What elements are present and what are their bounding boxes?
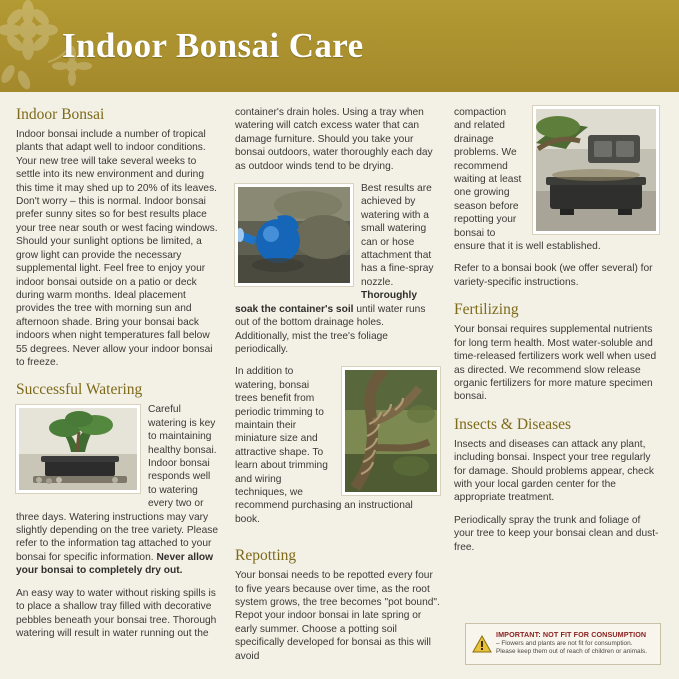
column-middle [235, 106, 440, 672]
text-repotting-continued-1: compaction and related drainage problems. We recommend waiting at least one growing season before repotting your bonsai to ensure that it is well established. [454, 107, 601, 253]
bonsai-in-tray-photo [16, 405, 140, 493]
text-repotting-continued-2: Refer to a bonsai book (we offer several) for variety-specific instructions. [454, 263, 653, 288]
text-watering-continued-1: container's drain holes. Using a tray when watering will catch excess water that can damage furniture. Should you take your bonsai outdoors, water thoroughly each day as outdoor winds tend to be drying. [235, 107, 433, 172]
text-watering-body: Careful watering is key to maintaining healthy bonsai. Indoor bonsai responds well to watering every two or three days. Watering instructions may vary slightly depending on the tree variety. Please refer to the information tag attached to your bonsai for specific information. [16, 404, 218, 563]
text-watering-emphasis: Never allow your bonsai to completely dry out. [16, 551, 214, 577]
three-column-layout [16, 106, 663, 672]
text-insects-diseases-2: Periodically spray the trunk and foliage of your tree to keep your bonsai clean and dust-free. [454, 514, 659, 553]
heading-repotting: Repotting [235, 547, 297, 565]
blue-watering-can-photo [235, 184, 353, 286]
text-successful-watering-2: An easy way to water without risking spills is to place a shallow tray filled with decorative pebbles beneath your bonsai tree. Thorough watering will result in water running out the [16, 587, 217, 639]
page-title: Indoor Bonsai Care [62, 26, 364, 65]
page-header [0, 0, 679, 92]
column-right [454, 106, 659, 563]
heading-insects-diseases: Insects & Diseases [454, 415, 572, 433]
text-fertilizing-1: Your bonsai requires supplemental nutrients for long term health. Most water-soluble and time-released fertilizers work well when used as directed. We recommend slow release organic fertilizers for more mature specimen bonsai. [454, 324, 657, 403]
text-best-results-b: until water runs out of the bottom drainage holes. Additionally, mist the tree's foliage periodically. [235, 303, 426, 355]
bonsai-pots-photo [533, 106, 659, 234]
heading-successful-watering: Successful Watering [16, 381, 143, 399]
heading-fertilizing: Fertilizing [454, 301, 519, 319]
page-content [0, 92, 679, 679]
warning-triangle-icon [472, 635, 492, 653]
text-indoor-bonsai-1: Indoor bonsai include a number of tropical plants that adapt well to indoor conditions. Your new tree will take several weeks to settle into its new environment and during this time it may shed up to 20% of its leaves. Don't worry – this is normal. Indoor bonsai prefer sunny sites so for best results place your tree near south or west facing windows. Should your sunlight options be limited, a grow light can provide the necessary supplemental light. Feel free to enjoy your indoor bonsai outside on a patio or deck during warm months. Ideal placement provides the tree with morning sun and afternoon shade. Bring your bonsai back indoors when night temperatures fall below 55 degrees. Never allow your indoor bonsai to freeze. [16, 129, 218, 368]
consumption-warning-note [465, 623, 661, 665]
page-bottom-edge [0, 673, 679, 679]
heading-indoor-bonsai: Indoor Bonsai [16, 106, 105, 123]
text-repotting-1: Your bonsai needs to be repotted every four to five years because over time, as the root system grows, the tree becomes "pot bound". Repot your indoor bonsai in late spring or early summer. Choose a potting soil specifically developed for bonsai as this will avoid [235, 570, 440, 662]
warning-body: – Flowers and plants are not fit for consumption. Please keep them out of reach of children or animals. [496, 640, 647, 655]
text-best-results-a: Best results are achieved by watering with a small watering can or hose attachment that has a fine-spray nozzle. [361, 183, 434, 288]
text-watering-continued-3: In addition to watering, bonsai trees benefit from periodic trimming to maintain their miniature size and attractive shape. To learn about trimming and wiring techniques, we recommend purchasing an instructional book. [235, 366, 413, 525]
column-left [16, 106, 221, 649]
bonsai-branch-wiring-photo [342, 367, 440, 495]
text-insects-diseases-1: Insects and diseases can attack any plant, including bonsai. Inspect your tree regularly for damage. Should problems appear, check with your local garden center for the appropriate treatment. [454, 438, 654, 504]
text-soak-emphasis: Thoroughly soak the container's soil [235, 290, 418, 315]
warning-title: IMPORTANT: NOT FIT FOR CONSUMPTION [496, 630, 647, 639]
